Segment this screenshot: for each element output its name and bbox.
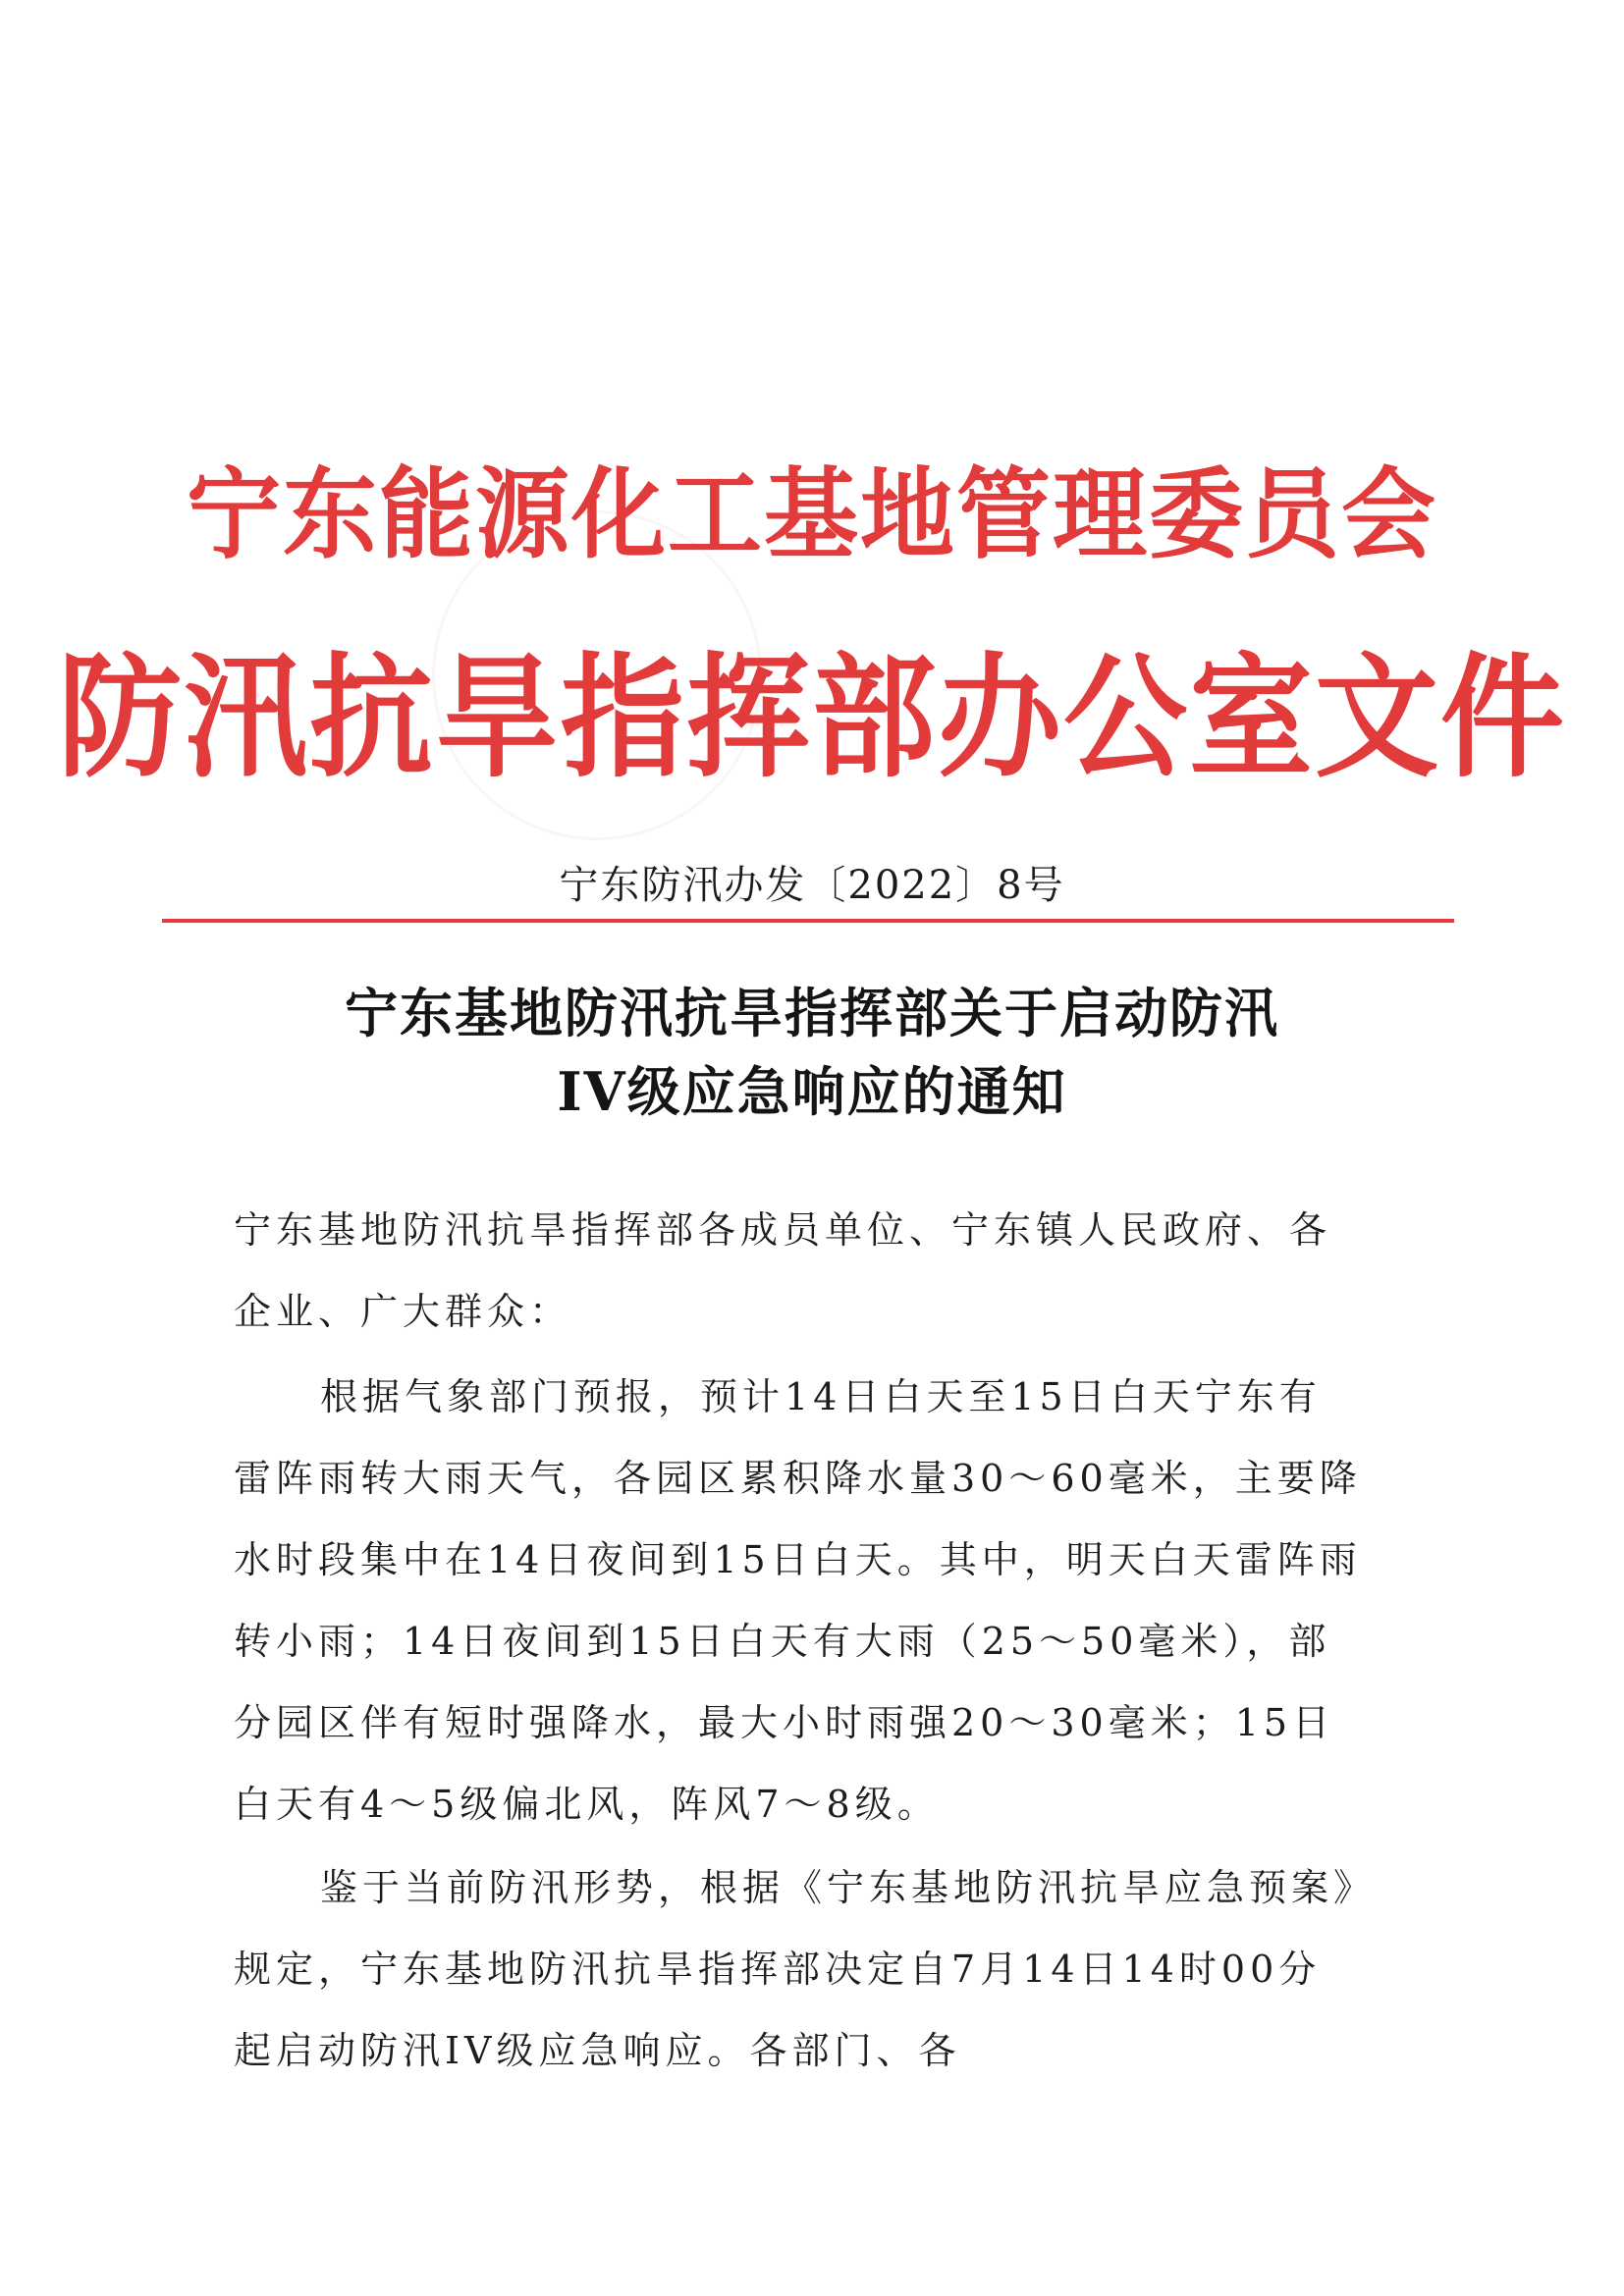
- body-paragraph-1: 根据气象部门预报，预计14日白天至15日白天宁东有雷阵雨转大雨天气，各园区累积降水量30～60毫米，主要降水时段集中在14日夜间到15日白天。其中，明天白天雷阵雨转小雨；14日夜间到15日白天有大雨（25～50毫米），部分园区伴有短时强降水，最大小时雨强20～30毫米；15日白天有4～5级偏北风，阵风7～8级。: [234, 1375, 1362, 1826]
- document-title-line2: IV级应急响应的通知: [557, 1060, 1067, 1123]
- document-number: 宁东防汛办发〔2022〕8号: [559, 863, 1065, 908]
- body-paragraph-2: 鉴于当前防汛形势，根据《宁东基地防汛抗旱应急预案》规定，宁东基地防汛抗旱指挥部决定自7月14日14时00分起启动防汛IV级应急响应。各部门、各: [234, 1866, 1358, 2072]
- issuing-organization-line1: 宁东能源化工基地管理委员会: [187, 456, 1437, 573]
- document-title-line1: 宁东基地防汛抗旱指挥部关于启动防汛: [345, 982, 1279, 1044]
- salutation: 宁东基地防汛抗旱指挥部各成员单位、宁东镇人民政府、各企业、广大群众：: [234, 1208, 1332, 1333]
- issuing-organization-line2: 防汛抗旱指挥部办公室文件: [58, 639, 1566, 796]
- red-divider-line: [162, 919, 1454, 923]
